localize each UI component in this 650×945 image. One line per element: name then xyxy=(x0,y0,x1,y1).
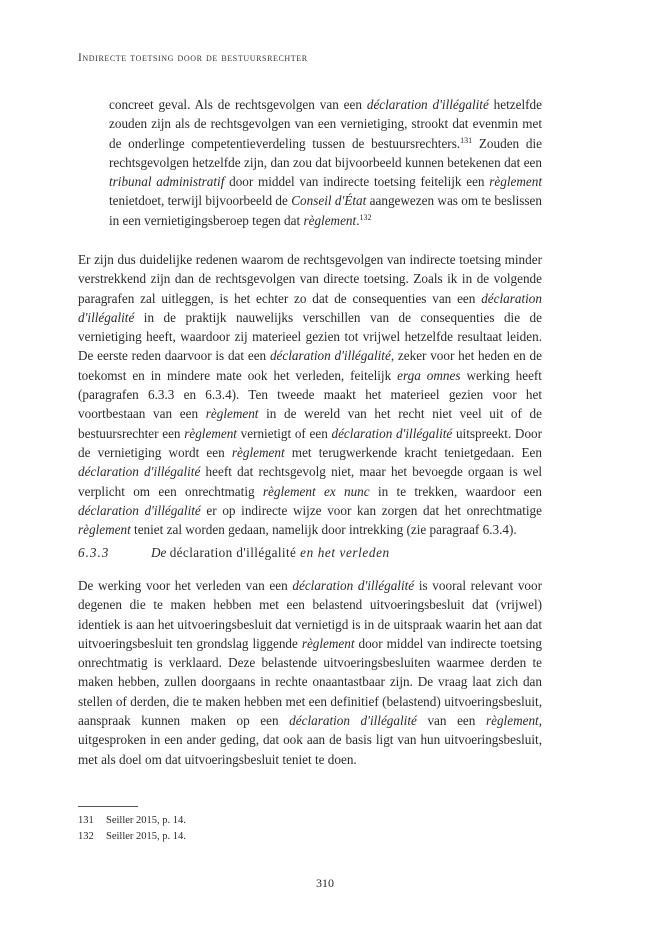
footnote-text: Seiller 2015, p. 14. xyxy=(106,831,186,842)
body-paragraph: De werking voor het verleden van een déclaration d'illégalité is vooral relevant voor degenen die te maken hebben met een belastend uitvoeringsbesluit dat (vrijwel) identiek is aan het uitvoeringsbesluit dat vernietigd is in de uitspraak waarin het aan dat uitvoeringsbesluit ten grondslag liggende règlement door middel van indirecte toetsing onrechtmatig is verklaard. Deze belastende uitvoeringsbesluiten waarmee derden te maken hebben, zullen doorgaans in rechte onaantastbaar zijn. De vraag laat zich dan stellen of derden, die te maken hebben met een definitief (belastend) uitvoeringsbesluit, aanspraak kunnen maken op een déclaration d'illégalité van een règlement, uitgesproken in een ander geding, dat ook aan de basis ligt van hun uitvoeringsbesluit, met als doel om dat uitvoeringsbesluit teniet te doen. xyxy=(78,578,542,767)
footnotes xyxy=(78,813,186,845)
footnote-ref[interactable]: 132 xyxy=(359,212,372,222)
footnote-number: 131 xyxy=(78,815,94,826)
footnote-text: Seiller 2015, p. 14. xyxy=(106,815,186,826)
footnote xyxy=(78,813,186,829)
section-heading: 6.3.3 De déclaration d'illégalité en het verleden xyxy=(78,545,390,560)
block-quote: concreet geval. Als de rechtsgevolgen van een déclaration d'illégalité hetzelfde zouden zijn als de rechtsgevolgen van een vernietiging, strookt dat evenmin met de onderlinge competentieverdeling tussen de bestuursrechters.$^{131}$ Zouden die rechtsgevolgen hetzelfde zijn, dan zou dat bijvoorbeeld kunnen betekenen dat een tribunal administratif door middel van indirecte toetsing feitelijk een règlement tenietdoet, terwijl bijvoorbeeld de Conseil d'État aangewezen was om te beslissen in een vernietigingsberoep tegen dat règlement.$^{132}$ xyxy=(109,97,543,228)
footnote xyxy=(78,829,186,845)
footnote-ref[interactable]: 131 xyxy=(460,135,473,145)
page-number: 310 xyxy=(316,876,334,890)
running-head: Indirecte toetsing door de bestuursrechter xyxy=(78,52,308,64)
footnote-number: 132 xyxy=(78,831,94,842)
body-paragraph: Er zijn dus duidelijke redenen waarom de rechtsgevolgen van indirecte toetsing minder verstrekkend zijn dan de rechtsgevolgen van directe toetsing. Zoals ik in de volgende paragrafen zal uitleggen, is het echter zo dat de consequenties van een déclaration d'illégalité in de praktijk nauwelijks verschillen van de consequenties die de vernietiging heeft, waardoor zij materieel gezien tot vrijwel hetzelfde resultaat leiden. De eerste reden daarvoor is dat een déclaration d'illégalité, zeker voor het heden en de toekomst en in mindere mate ook het verleden, feitelijk erga omnes werking heeft (paragrafen 6.3.3 en 6.3.4). Ten tweede maakt het materieel gezien voor het voortbestaan van een règlement in de wereld van het recht niet veel uit of de bestuursrechter een règlement vernietigt of een déclaration d'illégalité uitspreekt. Door de vernietiging wordt een règlement met terugwerkende kracht tenietgedaan. Een déclaration d'illégalité heeft dat rechtsgevolg niet, maar het bevoegde orgaan is wel verplicht om een onrechtmatig règlement ex nunc in te trekken, waardoor een déclaration d'illégalité er op indirecte wijze voor kan zorgen dat het onrechtmatige règlement teniet zal worden gedaan, namelijk door intrekking (zie paragraaf 6.3.4). xyxy=(78,252,543,538)
footnote-divider xyxy=(78,806,138,807)
section-number: 6.3.3 xyxy=(78,545,110,560)
